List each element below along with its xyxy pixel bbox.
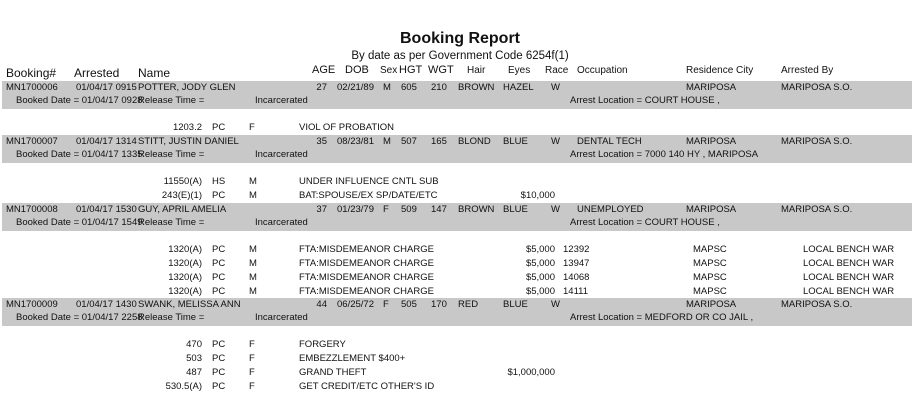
custody-status: Incarcerated: [255, 149, 308, 160]
charge-description: GRAND THEFT: [299, 367, 367, 378]
warrant-number: 14111: [563, 286, 589, 297]
charge-description: EMBEZZLEMENT $400+: [299, 353, 406, 364]
custody-status: Incarcerated: [255, 312, 308, 323]
charge-code: 1320(A): [168, 258, 202, 269]
charge-code: 503: [186, 353, 202, 364]
age-value: 35: [316, 136, 327, 147]
header-age: AGE: [312, 64, 336, 76]
arrested-by-value: MARIPOSA S.O.: [781, 299, 853, 310]
warrant-number: 14068: [563, 272, 590, 283]
arrested-by-value: MARIPOSA S.O.: [781, 204, 853, 215]
charge-description: VIOL OF PROBATION: [299, 122, 395, 133]
hair-value: RED: [458, 299, 479, 310]
race-value: W: [551, 204, 560, 215]
charge-bail: $5,000: [525, 272, 555, 283]
header-booking: Booking#: [6, 66, 57, 80]
inmate-name: STITT, JUSTIN DANIEL: [138, 136, 239, 147]
arrested-by-value: MARIPOSA S.O.: [781, 136, 853, 147]
occupation-value: UNEMPLOYED: [577, 204, 644, 215]
weight-value: 210: [431, 82, 447, 93]
header-name: Name: [138, 66, 171, 80]
release-time: Release Time =: [138, 312, 205, 323]
charge-type: PC: [212, 286, 226, 297]
charge-description: FTA:MISDEMEANOR CHARGE: [299, 258, 434, 269]
booked-date: Booked Date = 01/04/17 0928: [16, 95, 143, 106]
height-value: 605: [401, 82, 417, 93]
age-value: 27: [316, 82, 327, 93]
height-value: 505: [401, 299, 417, 310]
charge-type: HS: [212, 176, 226, 187]
residence-value: MARIPOSA: [686, 299, 737, 310]
booked-date: Booked Date = 01/04/17 2258: [16, 312, 143, 323]
sex-value: M: [383, 82, 391, 93]
booked-date: Booked Date = 01/04/17 1335: [16, 149, 143, 160]
custody-status: Incarcerated: [255, 95, 308, 106]
charge-level: M: [249, 286, 257, 297]
charge-description: BAT:SPOUSE/EX SP/DATE/ETC: [299, 190, 438, 201]
charge-description: UNDER INFLUENCE CNTL SUB: [299, 176, 439, 187]
arrest-datetime: 01/04/17 0915: [76, 82, 137, 93]
charge-type: PC: [212, 381, 226, 392]
header-sex: Sex: [380, 65, 398, 76]
header-occupation: Occupation: [577, 65, 628, 76]
charge-bail: $10,000: [520, 190, 555, 201]
race-value: W: [551, 82, 560, 93]
dob-value: 08/23/81: [337, 136, 374, 147]
charge-level: F: [249, 339, 255, 350]
inmate-name: GUY, APRIL AMELIA: [138, 204, 227, 215]
weight-value: 165: [431, 136, 447, 147]
weight-value: 147: [431, 204, 447, 215]
charge-level: M: [249, 272, 257, 283]
charge-type: PC: [212, 272, 226, 283]
charge-description: FTA:MISDEMEANOR CHARGE: [299, 272, 434, 283]
charge-bail: $5,000: [525, 286, 555, 297]
charge-level: M: [249, 176, 257, 187]
charge-description: FTA:MISDEMEANOR CHARGE: [299, 244, 434, 255]
sex-value: F: [383, 204, 389, 215]
dob-value: 06/25/72: [337, 299, 374, 310]
charge-level: F: [249, 353, 255, 364]
warrant-agency: MAPSC: [693, 286, 727, 297]
charge-level: M: [249, 190, 257, 201]
weight-value: 170: [431, 299, 447, 310]
booking-number: MN1700007: [6, 136, 58, 147]
hair-value: BLOND: [458, 136, 491, 147]
height-value: 509: [401, 204, 417, 215]
eyes-value: BLUE: [503, 299, 528, 310]
age-value: 37: [316, 204, 327, 215]
residence-value: MARIPOSA: [686, 136, 737, 147]
charge-type: PC: [212, 122, 226, 133]
report-subtitle: By date as per Government Code 6254f(1): [351, 50, 569, 62]
arrest-location: Arrest Location = MEDFORD OR CO JAIL ,: [570, 312, 754, 323]
header-dob: DOB: [345, 64, 369, 76]
inmate-name: POTTER, JODY GLEN: [138, 82, 236, 93]
dob-value: 01/23/79: [337, 204, 374, 215]
booking-number: MN1700008: [6, 204, 58, 215]
eyes-value: BLUE: [503, 204, 528, 215]
header-arrested: Arrested: [74, 66, 120, 80]
sex-value: F: [383, 299, 389, 310]
charge-type: PC: [212, 339, 226, 350]
warrant-agency: MAPSC: [693, 258, 727, 269]
warrant-agency: MAPSC: [693, 272, 727, 283]
charge-code: 243(E)(1): [161, 190, 202, 201]
header-wgt: WGT: [428, 64, 454, 76]
warrant-agency: MAPSC: [693, 244, 727, 255]
charge-description: FTA:MISDEMEANOR CHARGE: [299, 286, 434, 297]
charge-code: 487: [186, 367, 202, 378]
charge-code: 530.5(A): [165, 381, 202, 392]
charge-description: FORGERY: [299, 339, 346, 350]
release-time: Release Time =: [138, 149, 205, 160]
charge-type: PC: [212, 353, 226, 364]
warrant-court: LOCAL BENCH WAR: [803, 272, 895, 283]
custody-status: Incarcerated: [255, 217, 308, 228]
charge-code: 470: [186, 339, 202, 350]
release-time: Release Time =: [138, 217, 205, 228]
dob-value: 02/21/89: [337, 82, 374, 93]
charge-code: 11550(A): [163, 176, 202, 187]
warrant-court: LOCAL BENCH WAR: [803, 244, 895, 255]
arrest-datetime: 01/04/17 1430: [76, 299, 137, 310]
residence-value: MARIPOSA: [686, 204, 737, 215]
arrest-datetime: 01/04/17 1530: [76, 204, 137, 215]
charge-level: F: [249, 381, 255, 392]
charge-bail: $5,000: [525, 258, 555, 269]
charge-bail: $1,000,000: [507, 367, 555, 378]
header-hgt: HGT: [399, 64, 423, 76]
occupation-value: DENTAL TECH: [577, 136, 642, 147]
arrest-location: Arrest Location = COURT HOUSE ,: [570, 95, 720, 106]
header-eyes: Eyes: [508, 65, 531, 76]
hair-value: BROWN: [458, 82, 495, 93]
charge-description: GET CREDIT/ETC OTHER'S ID: [299, 381, 435, 392]
race-value: W: [551, 299, 560, 310]
report-title: Booking Report: [400, 30, 520, 47]
warrant-court: LOCAL BENCH WAR: [803, 258, 895, 269]
warrant-court: LOCAL BENCH WAR: [803, 286, 895, 297]
charge-code: 1320(A): [168, 286, 202, 297]
charge-type: PC: [212, 367, 226, 378]
header-residence: Residence City: [686, 65, 754, 76]
residence-value: MARIPOSA: [686, 82, 737, 93]
age-value: 44: [316, 299, 327, 310]
header-arrested-by: Arrested By: [781, 65, 834, 76]
booked-date: Booked Date = 01/04/17 1549: [16, 217, 143, 228]
charge-bail: $5,000: [525, 244, 555, 255]
charge-type: PC: [212, 258, 226, 269]
charge-level: M: [249, 244, 257, 255]
hair-value: BROWN: [458, 204, 495, 215]
race-value: W: [551, 136, 560, 147]
charge-level: M: [249, 258, 257, 269]
charge-code: 1203.2: [172, 122, 202, 133]
inmate-name: SWANK, MELISSA ANN: [138, 299, 241, 310]
arrest-location: Arrest Location = COURT HOUSE ,: [570, 217, 720, 228]
eyes-value: HAZEL: [503, 82, 534, 93]
charge-code: 1320(A): [168, 272, 202, 283]
charge-type: PC: [212, 190, 226, 201]
header-hair: Hair: [467, 65, 486, 76]
charge-type: PC: [212, 244, 226, 255]
sex-value: M: [383, 136, 391, 147]
booking-number: MN1700009: [6, 299, 58, 310]
charge-level: F: [249, 122, 255, 133]
header-race: Race: [545, 65, 569, 76]
arrest-location: Arrest Location = 7000 140 HY , MARIPOSA: [570, 149, 759, 160]
charge-code: 1320(A): [168, 244, 202, 255]
release-time: Release Time =: [138, 95, 205, 106]
warrant-number: 12392: [563, 244, 590, 255]
eyes-value: BLUE: [503, 136, 528, 147]
charge-level: F: [249, 367, 255, 378]
arrest-datetime: 01/04/17 1314: [76, 136, 137, 147]
booking-number: MN1700006: [6, 82, 58, 93]
warrant-number: 13947: [563, 258, 590, 269]
height-value: 507: [401, 136, 417, 147]
arrested-by-value: MARIPOSA S.O.: [781, 82, 853, 93]
